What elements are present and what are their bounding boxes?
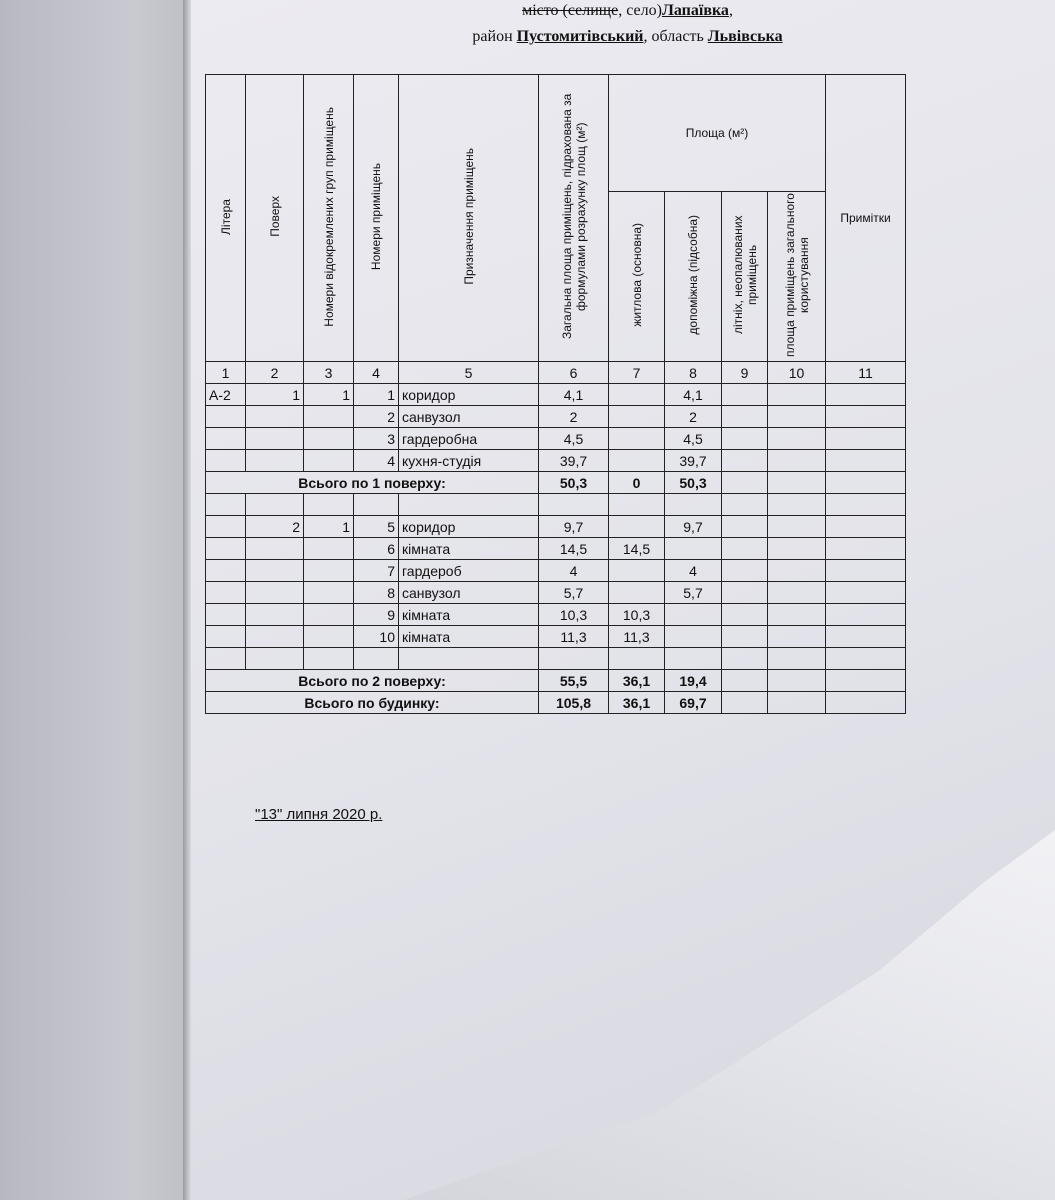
aux-area-cell: 2 [665,406,722,428]
empty-cell [768,582,826,604]
col-num: 11 [826,362,906,384]
litera-cell [206,450,246,472]
aux-area-cell: 39,7 [665,450,722,472]
litera-cell [206,604,246,626]
district-name: Пустомитівський [516,28,644,45]
aux-area-cell: 4,5 [665,428,722,450]
group-cell [304,626,354,648]
empty-cell [722,428,768,450]
group-cell: 1 [304,516,354,538]
total-label: Всього по будинку: [206,692,539,714]
purpose-cell: кімната [399,538,539,560]
total-area-cell: 11,3 [539,626,609,648]
aux-area-cell: 4,1 [665,384,722,406]
table-row [206,582,906,604]
litera-cell [206,582,246,604]
empty-cell [768,670,826,692]
header-common: площа приміщень загального користування [768,192,826,362]
room-number-cell: 9 [354,604,399,626]
total-aux-value: 19,4 [665,670,722,692]
total-living-value: 36,1 [609,670,665,692]
header-total-area: Загальна площа приміщень, підрахована за формулами розрахунку площ (м²) [539,75,609,362]
empty-cell [768,538,826,560]
empty-cell [768,406,826,428]
empty-cell [826,670,906,692]
header-mid-text: , село) [618,2,662,19]
group-cell [304,582,354,604]
room-number-cell: 3 [354,428,399,450]
header-comma: , [728,2,733,19]
purpose-cell: коридор [399,384,539,406]
total-aux-value: 69,7 [665,692,722,714]
floor2-total-row [206,670,906,692]
litera-cell [206,516,246,538]
empty-cell [826,582,906,604]
room-number-cell: 2 [354,406,399,428]
header-district-line [100,28,1055,46]
group-cell [304,538,354,560]
living-area-cell [609,516,665,538]
header-struck-text: місто (селище [522,2,619,19]
living-area-cell: 11,3 [609,626,665,648]
living-area-cell: 14,5 [609,538,665,560]
table-row [206,450,906,472]
empty-cell [722,626,768,648]
empty-cell [722,384,768,406]
total-area-value: 105,8 [539,692,609,714]
empty-cell [768,692,826,714]
room-area-table [205,74,906,714]
left-page [0,0,188,1200]
total-area-cell: 2 [539,406,609,428]
floor1-total-row [206,472,906,494]
house-total-row [206,692,906,714]
empty-cell [722,582,768,604]
purpose-cell: коридор [399,516,539,538]
total-area-value: 50,3 [539,472,609,494]
empty-cell [722,406,768,428]
empty-cell [722,670,768,692]
floor-cell [246,428,304,450]
header-living: житлова (основна) [609,192,665,362]
empty-cell [768,516,826,538]
empty-cell [768,450,826,472]
aux-area-cell [665,626,722,648]
living-area-cell [609,560,665,582]
empty-cell [768,604,826,626]
col-num: 2 [246,362,304,384]
group-cell [304,604,354,626]
floor2-rows [206,516,906,648]
total-area-value: 55,5 [539,670,609,692]
purpose-cell: санвузол [399,582,539,604]
litera-cell: А-2 [206,384,246,406]
col-num: 10 [768,362,826,384]
litera-cell [206,428,246,450]
header-rooms: Номери приміщень [354,75,399,362]
header-auxiliary: допоміжна (підсобна) [665,192,722,362]
purpose-cell: санвузол [399,406,539,428]
litera-cell [206,626,246,648]
empty-cell [768,472,826,494]
aux-area-cell: 5,7 [665,582,722,604]
aux-area-cell: 9,7 [665,516,722,538]
group-cell [304,428,354,450]
floor-cell: 2 [246,516,304,538]
empty-cell [826,516,906,538]
group-cell: 1 [304,384,354,406]
living-area-cell: 10,3 [609,604,665,626]
total-area-cell: 4,1 [539,384,609,406]
header-location-line [100,2,1055,20]
purpose-cell: кухня-студія [399,450,539,472]
empty-cell [722,604,768,626]
floor-cell [246,626,304,648]
total-label: Всього по 2 поверху: [206,670,539,692]
total-label: Всього по 1 поверху: [206,472,539,494]
header-summer: літніх, неопалюваних приміщень [722,192,768,362]
total-area-cell: 10,3 [539,604,609,626]
village-name: Лапаївка [661,2,729,19]
purpose-cell: кімната [399,604,539,626]
room-number-cell: 10 [354,626,399,648]
living-area-cell [609,384,665,406]
table-row [206,516,906,538]
empty-cell [722,450,768,472]
living-area-cell [609,428,665,450]
empty-cell [722,560,768,582]
empty-cell [768,428,826,450]
col-num: 6 [539,362,609,384]
floor-cell [246,604,304,626]
purpose-cell: кімната [399,626,539,648]
region-prefix: , область [643,28,708,45]
empty-cell [826,692,906,714]
total-area-cell: 9,7 [539,516,609,538]
empty-cell [768,384,826,406]
room-number-cell: 7 [354,560,399,582]
col-num: 3 [304,362,354,384]
table-row [206,626,906,648]
empty-cell [722,516,768,538]
aux-area-cell [665,538,722,560]
floor-cell: 1 [246,384,304,406]
region-name: Львівська [707,28,783,45]
total-aux-value: 50,3 [665,472,722,494]
living-area-cell [609,450,665,472]
purpose-cell: гардероб [399,560,539,582]
district-prefix: район [472,28,517,45]
empty-cell [768,626,826,648]
table-row [206,538,906,560]
table-row [206,604,906,626]
litera-cell [206,406,246,428]
table-row [206,428,906,450]
col-num: 1 [206,362,246,384]
empty-cell [826,472,906,494]
floor-cell [246,538,304,560]
litera-cell [206,560,246,582]
floor-cell [246,582,304,604]
group-cell [304,560,354,582]
empty-cell [826,406,906,428]
living-area-cell [609,582,665,604]
group-cell [304,406,354,428]
floor1-rows [206,384,906,472]
living-area-cell [609,406,665,428]
header-litera: Літера [206,75,246,362]
col-num: 7 [609,362,665,384]
room-number-cell: 8 [354,582,399,604]
total-area-cell: 14,5 [539,538,609,560]
total-area-cell: 39,7 [539,450,609,472]
room-number-cell: 6 [354,538,399,560]
total-living-value: 0 [609,472,665,494]
total-living-value: 36,1 [609,692,665,714]
col-num: 8 [665,362,722,384]
blank-row [206,494,906,516]
header-groups: Номери відокремлених груп приміщень [304,75,354,362]
floor-cell [246,406,304,428]
empty-cell [722,692,768,714]
group-cell [304,450,354,472]
empty-cell [826,384,906,406]
empty-cell [722,538,768,560]
empty-cell [722,472,768,494]
header-floor: Поверх [246,75,304,362]
table-row [206,384,906,406]
blank-row [206,648,906,670]
empty-cell [826,538,906,560]
empty-cell [826,626,906,648]
room-number-cell: 1 [354,384,399,406]
empty-cell [826,560,906,582]
room-number-cell: 4 [354,450,399,472]
total-area-cell: 4 [539,560,609,582]
empty-cell [826,428,906,450]
col-num: 5 [399,362,539,384]
table-row [206,560,906,582]
purpose-cell: гардеробна [399,428,539,450]
empty-cell [768,560,826,582]
total-area-cell: 4,5 [539,428,609,450]
col-num: 4 [354,362,399,384]
column-number-row [206,362,906,384]
aux-area-cell: 4 [665,560,722,582]
document-date: "13" липня 2020 р. [255,806,383,823]
empty-cell [826,450,906,472]
aux-area-cell [665,604,722,626]
empty-cell [826,604,906,626]
floor-cell [246,560,304,582]
litera-cell [206,538,246,560]
total-area-cell: 5,7 [539,582,609,604]
col-num: 9 [722,362,768,384]
header-area: Площа (м²) [609,75,826,192]
floor-cell [246,450,304,472]
room-number-cell: 5 [354,516,399,538]
header-notes: Примітки [826,75,906,362]
header-purpose: Призначення приміщень [399,75,539,362]
table-row [206,406,906,428]
